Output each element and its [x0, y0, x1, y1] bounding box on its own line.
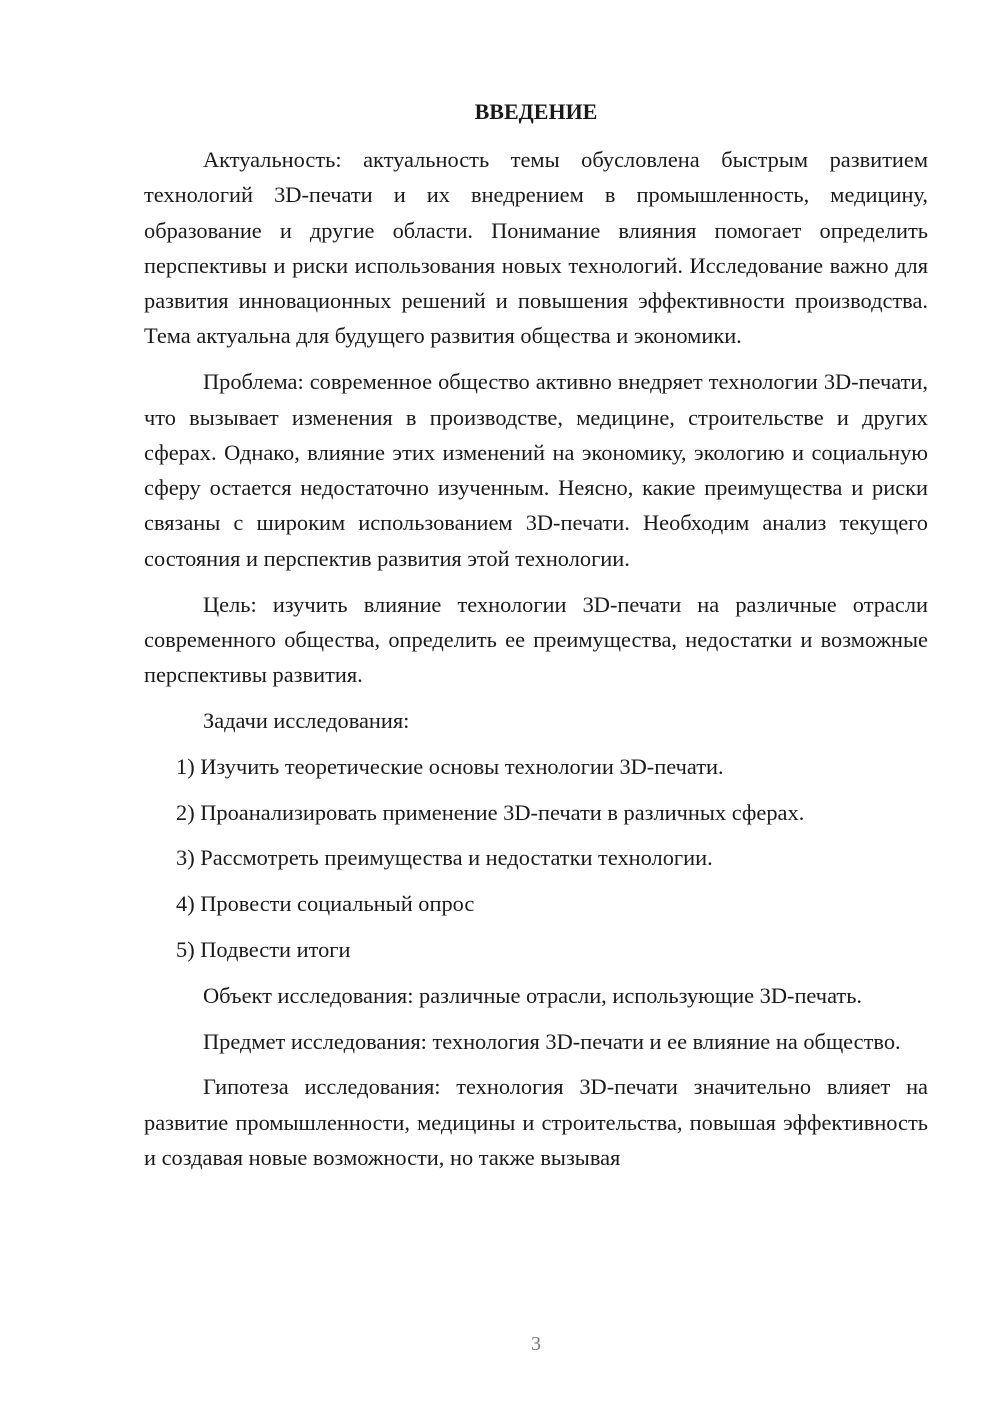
paragraph-relevance: Актуальность: актуальность темы обусловлена быстрым развитием технологий 3D-печати и их внедрением в промышленность, медицину, образование и другие области. Понимание влияния помогает определить перспективы и риски использования новых технологий. Исследование важно для развития инновационных решений и повышения эффективности производства. Тема актуальна для будущего развития общества и экономики. [144, 147, 928, 349]
paragraph-object: Объект исследования: различные отрасли, использующие 3D-печать. [203, 982, 863, 1008]
page-number: 3 [531, 1333, 541, 1355]
task-item: 4) Провести социальный опрос [176, 891, 475, 917]
task-item: 2) Проанализировать применение 3D-печати в различных сферах. [176, 799, 805, 825]
paragraph-problem: Проблема: современное общество активно внедряет технологии 3D-печати, что вызывает изменения в производстве, медицине, строительстве и других сферах. Однако, влияние этих изменений на экономику, экологию и социальную сферу остается недостаточно изученным. Неясно, какие преимущества и риски связаны с широким использованием 3D-печати. Необходим анализ текущего состояния и перспектив развития этой технологии. [144, 369, 928, 571]
paragraph-hypothesis: Гипотеза исследования: технология 3D-печати значительно влияет на развитие промышленности, медицины и строительства, повышая эффективность и создавая новые возможности, но также вызывая [144, 1074, 928, 1170]
task-item: 5) Подвести итоги [176, 936, 351, 962]
paragraph-goal: Цель: изучить влияние технологии 3D-печати на различные отрасли современного общества, определить ее преимущества, недостатки и возможные перспективы развития. [144, 591, 928, 688]
page-title: ВВЕДЕНИЕ [474, 99, 598, 124]
task-item: 3) Рассмотреть преимущества и недостатки технологии. [176, 845, 713, 871]
paragraph-subject: Предмет исследования: технология 3D-печати и ее влияние на общество. [203, 1028, 901, 1054]
document-body [144, 142, 928, 1186]
task-item: 1) Изучить теоретические основы технологии 3D-печати. [176, 753, 724, 779]
tasks-heading: Задачи исследования: [203, 707, 410, 733]
